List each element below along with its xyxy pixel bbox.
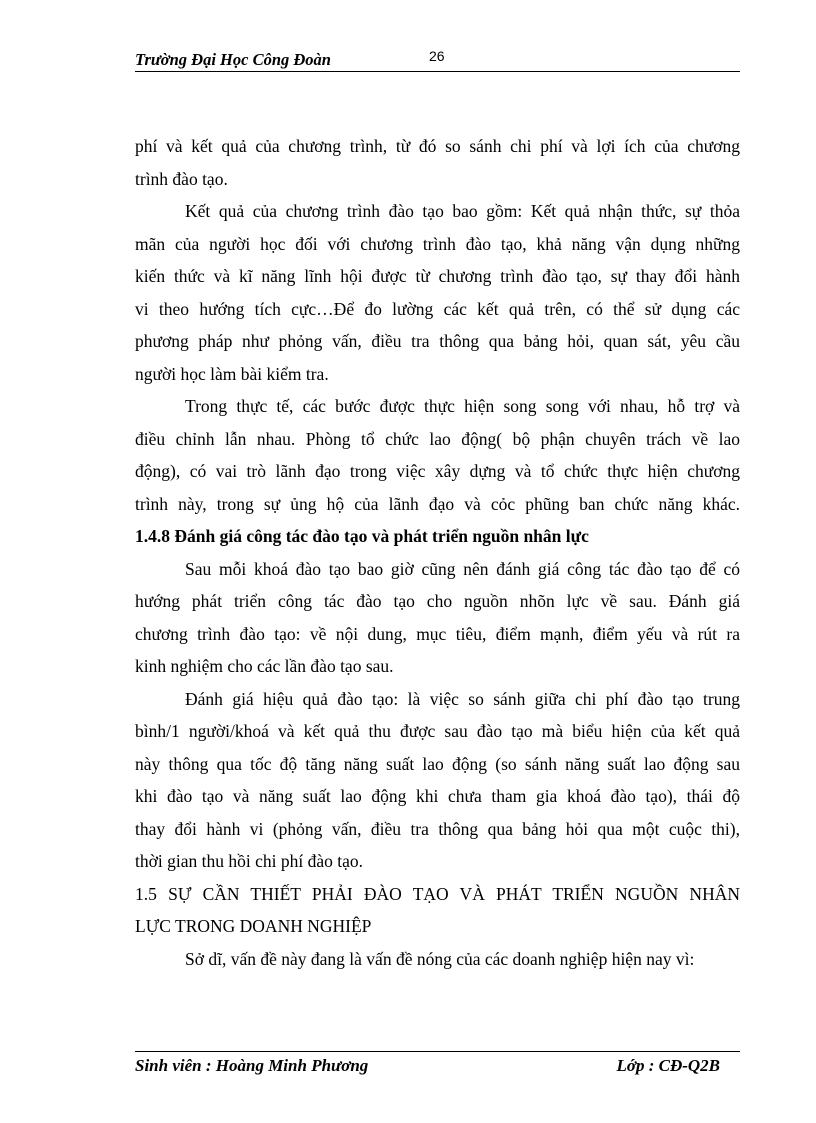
paragraph-line: Sau mỗi khoá đào tạo bao giờ cũng nên đánh giá công tác đào tạo để có <box>185 558 740 579</box>
paragraph-line: trình này, trong sự ủng hộ của lãnh đạo và cỏc phũng ban chức năng khác. <box>135 493 740 514</box>
footer-divider <box>135 1051 740 1052</box>
paragraph-line: mãn của người học đối với chương trình đào tạo, khả năng vận dụng những <box>135 233 740 254</box>
paragraph-line: phí và kết quả của chương trình, từ đó so sánh chi phí và lợi ích của chương <box>135 136 740 156</box>
school-name: Trường Đại Học Công Đoàn <box>135 50 331 69</box>
paragraph-line: khi đào tạo và năng suất lao động khi chưa tham gia khoá đào tạo), thái độ <box>135 786 740 806</box>
paragraph-line: trình đào tạo. <box>135 168 228 189</box>
paragraph-line: thời gian thu hồi chi phí đào tạo. <box>135 851 363 871</box>
paragraph-line: thay đổi hành vi (phỏng vấn, điều tra thông qua bảng hỏi qua một cuộc thi), <box>135 818 740 839</box>
paragraph-line: Sở dĩ, vấn đề này đang là vấn đề nóng của các doanh nghiệp hiện nay vì: <box>185 948 695 969</box>
paragraph-line: hướng phát triển công tác đào tạo cho nguồn nhõn lực về sau. Đánh giá <box>135 591 740 611</box>
paragraph-line: chương trình đào tạo: về nội dung, mục tiêu, điểm mạnh, điểm yếu và rút ra <box>135 623 740 644</box>
paragraph-line: động), có vai trò lãnh đạo trong việc xây dựng và tổ chức thực hiện chương <box>135 461 740 481</box>
page-footer <box>135 1054 740 1080</box>
paragraph-line: điều chỉnh lẫn nhau. Phòng tổ chức lao động( bộ phận chuyên trách về lao <box>135 428 740 449</box>
section-heading: 1.4.8 Đánh giá công tác đào tạo và phát triển nguồn nhân lực <box>135 526 589 546</box>
paragraph-line: Kết quả của chương trình đào tạo bao gồm: Kết quả nhận thức, sự thỏa <box>185 201 740 221</box>
paragraph-line: này thông qua tốc độ tăng năng suất lao động (so sánh năng suất lao động sau <box>135 753 740 774</box>
page-header <box>135 48 740 72</box>
paragraph-line: vi theo hướng tích cực…Để đo lường các kết quả trên, có thể sử dụng các <box>135 298 740 319</box>
paragraph-line: kinh nghiệm cho các lần đào tạo sau. <box>135 656 394 676</box>
page-number: 26 <box>429 48 445 64</box>
paragraph-line: Đánh giá hiệu quả đào tạo: là việc so sánh giữa chi phí đào tạo trung <box>185 688 740 709</box>
header-divider <box>135 71 740 72</box>
paragraph-line: kiến thức và kĩ năng lĩnh hội được từ chương trình đào tạo, sự thay đổi hành <box>135 266 740 286</box>
student-name: Sinh viên : Hoàng Minh Phương <box>135 1056 369 1075</box>
paragraph-line: bình/1 người/khoá và kết quả thu được sau đào tạo mà biểu hiện của kết quả <box>135 721 740 741</box>
section-heading: 1.5 SỰ CẦN THIẾT PHẢI ĐÀO TẠO VÀ PHÁT TRIỂN NGUỒN NHÂN <box>135 883 740 904</box>
paragraph-line: Trong thực tế, các bước được thực hiện song song với nhau, hỗ trợ và <box>185 396 740 416</box>
paragraph-line: phương pháp như phỏng vấn, điều tra thông qua bảng hỏi, quan sát, yêu cầu <box>135 331 740 351</box>
class-label: Lớp : CĐ-Q2B <box>616 1056 720 1075</box>
paragraph-line: người học làm bài kiểm tra. <box>135 363 329 384</box>
document-body <box>135 130 740 975</box>
section-heading: LỰC TRONG DOANH NGHIỆP <box>135 916 372 936</box>
